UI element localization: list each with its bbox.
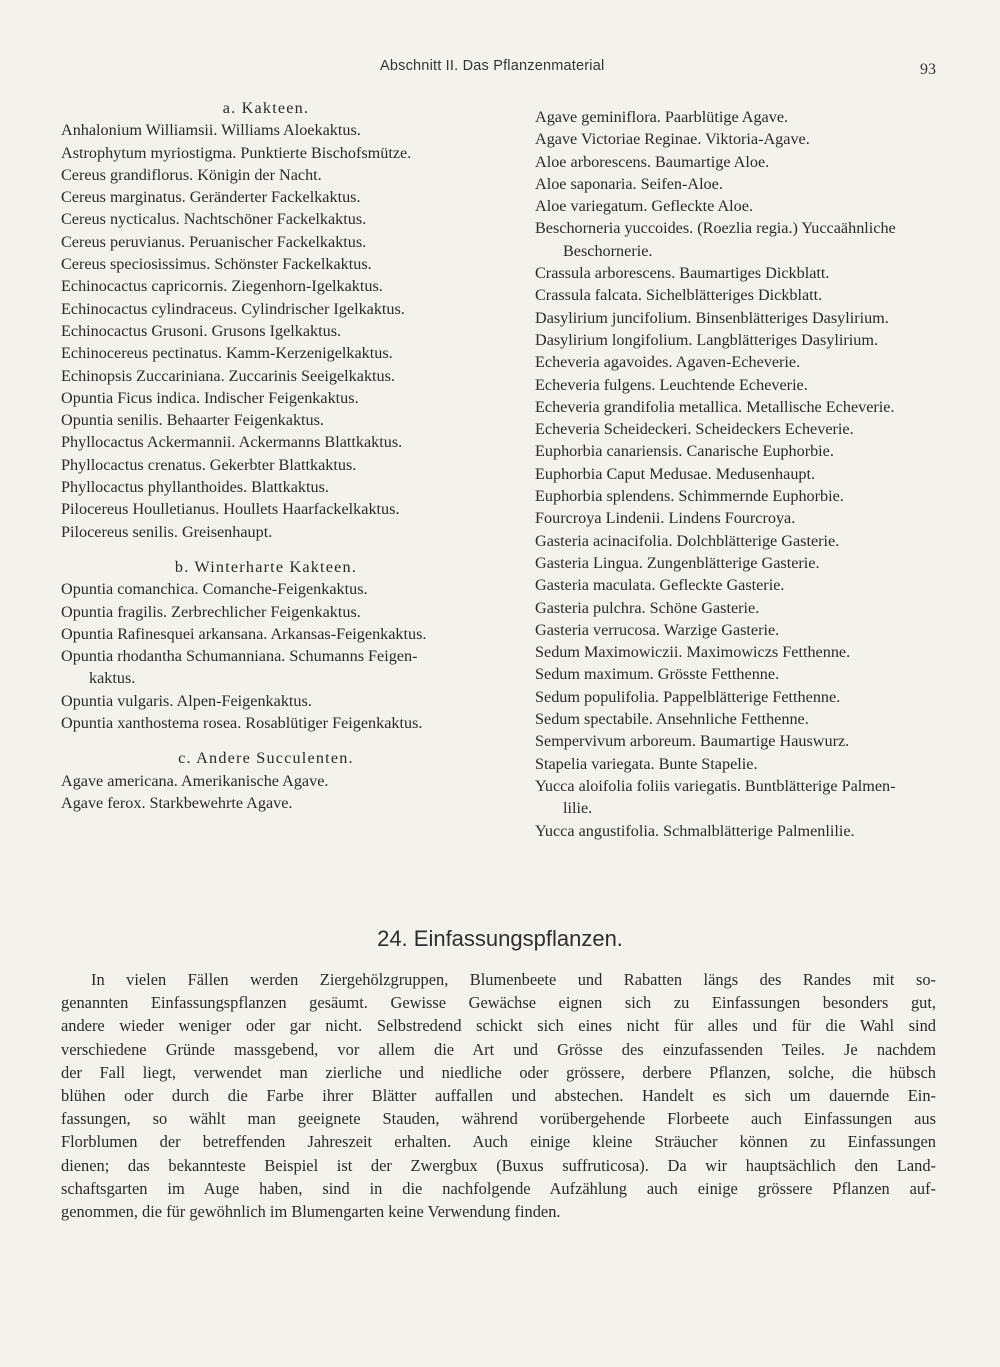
list-item: Gasteria pulchra. Schöne Gasterie. [535, 598, 760, 617]
list-item: Anhalonium Williamsii. Williams Aloekaktus. [61, 121, 361, 140]
paragraph-line: fassungen, so wählt man geeignete Stauden, während vorübergehende Florbeete auch Einfassungen aus [61, 1109, 936, 1129]
page-header [0, 58, 1000, 84]
list-item: Stapelia variegata. Bunte Stapelie. [535, 754, 758, 773]
list-item: Opuntia senilis. Behaarter Feigenkaktus. [61, 411, 324, 430]
paragraph-line: der Fall liegt, verwendet man zierliche und niedliche oder grössere, derbere Pflanzen, solche, die hübsch [61, 1062, 936, 1082]
list-item: Opuntia rhodantha Schumanniana. Schumanns Feigen- [61, 647, 418, 666]
list-item: Echeveria agavoides. Agaven-Echeverie. [535, 353, 801, 372]
list-item: Dasylirium longifolium. Langblätteriges Dasylirium. [535, 330, 879, 349]
running-title: Abschnitt II. Das Pflanzenmaterial [380, 58, 605, 74]
section-a-heading: a. Kakteen. [222, 99, 310, 117]
list-item: Aloe variegatum. Gefleckte Aloe. [535, 197, 753, 216]
list-item: Echeveria grandifolia metallica. Metallische Echeverie. [535, 397, 895, 416]
list-item: Sedum maximum. Grösste Fetthenne. [535, 665, 780, 684]
paragraph-line: schaftsgarten im Auge haben, sind in die nachfolgende Aufzählung auch einige grössere Pflanzen auf- [61, 1178, 936, 1198]
list-item: Opuntia xanthostema rosea. Rosablütiger Feigenkaktus. [61, 714, 423, 733]
right-column [535, 106, 965, 842]
list-item: Phyllocactus Ackermannii. Ackermanns Blattkaktus. [61, 433, 403, 452]
list-item: Echinocactus Grusoni. Grusons Igelkaktus. [61, 321, 342, 340]
list-item: Euphorbia Caput Medusae. Medusenhaupt. [535, 464, 816, 483]
list-item-continuation: Beschornerie. [563, 241, 653, 260]
list-item: Cereus speciosissimus. Schönster Fackelkaktus. [61, 255, 372, 274]
paragraph-line: genommen, die für gewöhnlich im Blumengarten keine Verwendung finden. [61, 1202, 561, 1222]
list-item: Echeveria fulgens. Leuchtende Echeverie. [535, 375, 808, 394]
list-item: Opuntia vulgaris. Alpen-Feigenkaktus. [61, 691, 312, 710]
list-item: Cereus peruvianus. Peruanischer Fackelkaktus. [61, 232, 367, 251]
list-item: Aloe arborescens. Baumartige Aloe. [535, 152, 770, 171]
list-item: Pilocereus senilis. Greisenhaupt. [61, 522, 273, 541]
list-item: Crassula falcata. Sichelblätteriges Dickblatt. [535, 286, 823, 305]
paragraph-line: verschiedene Gründe massgebend, vor allem die Art und Grösse des einzufassenden Teiles. Je nachdem [61, 1039, 936, 1059]
list-item: Opuntia Rafinesquei arkansana. Arkansas-Feigenkaktus. [61, 624, 427, 643]
list-item: Opuntia Ficus indica. Indischer Feigenkaktus. [61, 388, 359, 407]
list-item: Euphorbia canariensis. Canarische Euphorbie. [535, 442, 834, 461]
paragraph-line: genannten Einfassungspflanzen gesäumt. Gewisse Gewächse eignen sich zu Einfassungen besonders gut, [61, 993, 936, 1013]
list-item: Echinocereus pectinatus. Kamm-Kerzenigelkaktus. [61, 344, 393, 363]
paragraph-line: dienen; das bekannteste Beispiel ist der Zwergbux (Buxus suffruticosa). Da wir hauptsächlich den Land- [61, 1155, 936, 1175]
list-item: Gasteria maculata. Gefleckte Gasterie. [535, 576, 785, 595]
list-item: Gasteria verrucosa. Warzige Gasterie. [535, 620, 780, 639]
paragraph-line: Florblumen der betreffenden Jahreszeit erhalten. Auch einige kleine Sträucher können zu Einfassungen [61, 1132, 936, 1152]
list-item: Cereus nycticalus. Nachtschöner Fackelkaktus. [61, 210, 367, 229]
left-column [61, 97, 501, 814]
list-item: Aloe saponaria. Seifen-Aloe. [535, 174, 723, 193]
section-c-heading: c. Andere Succulenten. [178, 749, 354, 768]
list-item: Astrophytum myriostigma. Punktierte Bischofsmütze. [61, 143, 412, 162]
section-b-heading: b. Winterharte Kakteen. [174, 557, 358, 576]
list-item: Agave geminiflora. Paarblütige Agave. [535, 108, 789, 126]
list-item: Beschorneria yuccoides. (Roezlia regia.) Yuccaähnliche [535, 219, 896, 238]
list-item: Crassula arborescens. Baumartiges Dickblatt. [535, 264, 830, 283]
list-item: Echinocactus cylindraceus. Cylindrischer Igelkaktus. [61, 299, 405, 318]
paragraph-line: In vielen Fällen werden Ziergehölzgruppen, Blumenbeete und Rabatten längs des Randes mit so- [91, 970, 936, 989]
list-item: Sedum Maximowiczii. Maximowiczs Fetthenne. [535, 643, 851, 662]
list-item: Agave americana. Amerikanische Agave. [61, 771, 329, 790]
list-item: Fourcroya Lindenii. Lindens Fourcroya. [535, 509, 796, 528]
list-item: Gasteria Lingua. Zungenblätterige Gasterie. [535, 553, 820, 572]
paragraph-line: blühen oder durch die Farbe ihrer Blätter auffallen und abstechen. Handelt es sich um dauernde Ein- [61, 1086, 936, 1106]
list-item: Agave ferox. Starkbewehrte Agave. [61, 793, 293, 812]
list-item-continuation: kaktus. [89, 669, 136, 688]
list-item: Yucca angustifolia. Schmalblätterige Palmenlilie. [535, 821, 855, 840]
list-item: Phyllocactus crenatus. Gekerbter Blattkaktus. [61, 455, 357, 474]
list-item: Gasteria acinacifolia. Dolchblätterige Gasterie. [535, 531, 840, 550]
list-item: Yucca aloifolia foliis variegatis. Buntblätterige Palmen- [535, 776, 896, 795]
list-item: Echinopsis Zuccariniana. Zuccarinis Seeigelkaktus. [61, 366, 395, 385]
section-24-paragraph [61, 968, 936, 1223]
list-item: Phyllocactus phyllanthoides. Blattkaktus. [61, 478, 329, 497]
list-item: Agave Victoriae Reginae. Viktoria-Agave. [535, 130, 810, 149]
list-item: Sedum spectabile. Ansehnliche Fetthenne. [535, 710, 809, 729]
list-item: Pilocereus Houlletianus. Houllets Haarfackelkaktus. [61, 500, 400, 519]
list-item: Sedum populifolia. Pappelblätterige Fetthenne. [535, 687, 841, 706]
list-item: Dasylirium juncifolium. Binsenblätteriges Dasylirium. [535, 308, 889, 327]
list-item: Sempervivum arboreum. Baumartige Hauswurz. [535, 732, 850, 751]
section-24-heading: 24. Einfassungspflanzen. [377, 926, 623, 951]
paragraph-line: andere wieder weniger oder gar nicht. Selbstredend schickt sich eines nicht für alles und für die Wahl sind [61, 1016, 936, 1036]
list-item-continuation: lilie. [563, 799, 593, 818]
list-item: Echeveria Scheideckeri. Scheideckers Echeverie. [535, 420, 854, 439]
list-item: Echinocactus capricornis. Ziegenhorn-Igelkaktus. [61, 277, 383, 296]
list-item: Opuntia comanchica. Comanche-Feigenkaktus. [61, 580, 368, 599]
page-number: 93 [920, 61, 936, 78]
list-item: Euphorbia splendens. Schimmernde Euphorbie. [535, 487, 844, 506]
list-item: Cereus marginatus. Geränderter Fackelkaktus. [61, 188, 361, 207]
list-item: Cereus grandiflorus. Königin der Nacht. [61, 165, 322, 184]
list-item: Opuntia fragilis. Zerbrechlicher Feigenkaktus. [61, 602, 361, 621]
